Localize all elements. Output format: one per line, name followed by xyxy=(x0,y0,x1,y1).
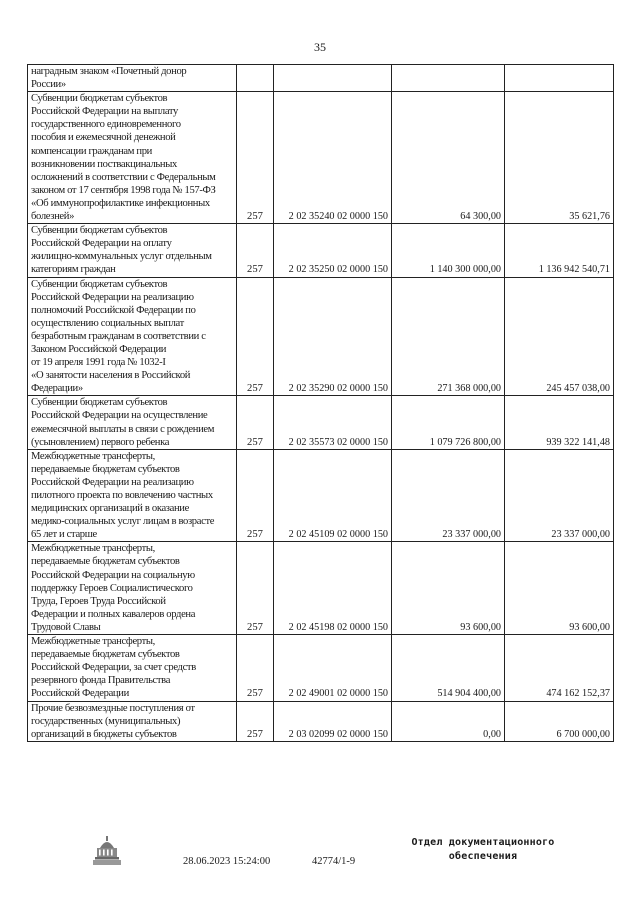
admin-code-cell: 257 xyxy=(237,542,274,635)
budget-table xyxy=(27,64,614,742)
name-line: Субвенции бюджетам субъектов xyxy=(31,397,168,409)
executed-amount-cell: 23 337 000,00 xyxy=(505,449,614,542)
stamp-line: Отдел документационного xyxy=(411,837,555,848)
name-line: Межбюджетные трансферты, xyxy=(31,450,155,462)
name-line: Законом Российской Федерации xyxy=(31,343,167,355)
row-name-cell xyxy=(28,635,237,701)
name-line: Субвенции бюджетам субъектов xyxy=(31,225,168,237)
name-line: «Об иммунопрофилактике инфекционных xyxy=(31,197,210,209)
planned-amount-cell: 0,00 xyxy=(392,701,505,741)
admin-code-cell: 257 xyxy=(237,635,274,701)
executed-amount-cell: 939 322 141,48 xyxy=(505,396,614,449)
name-line: наградным знаком «Почетный донор xyxy=(31,66,187,77)
budget-code-cell: 2 03 02099 02 0000 150 xyxy=(274,701,392,741)
footer-registration-number: 42774/1-9 xyxy=(312,856,356,867)
name-line: государственного единовременного xyxy=(31,119,181,131)
name-line: Российской Федерации на реализацию xyxy=(31,291,194,303)
name-line: государственных (муниципальных) xyxy=(31,715,181,727)
name-line: Прочие безвозмездные поступления от xyxy=(31,702,195,714)
budget-code-cell: 2 02 35240 02 0000 150 xyxy=(274,92,392,224)
name-line: 65 лет и старше xyxy=(31,529,97,541)
executed-amount-cell: 35 621,76 xyxy=(505,92,614,224)
executed-amount-cell: 93 600,00 xyxy=(505,542,614,635)
name-line: организаций в бюджеты субъектов xyxy=(31,728,177,740)
row-name-cell xyxy=(28,701,237,741)
planned-amount-cell: 1 140 300 000,00 xyxy=(392,224,505,277)
name-line: Трудовой Славы xyxy=(31,621,101,633)
name-line: от 19 апреля 1991 года № 1032-I xyxy=(31,357,166,369)
budget-code-cell: 2 02 45109 02 0000 150 xyxy=(274,449,392,542)
admin-code-cell: 257 xyxy=(237,277,274,396)
admin-code-cell xyxy=(237,65,274,92)
name-line: «О занятости населения в Российской xyxy=(31,370,191,382)
row-name-cell xyxy=(28,396,237,449)
name-line: Федерации» xyxy=(31,383,83,395)
table-row xyxy=(28,635,614,701)
name-line: Труда, Героев Труда Российской xyxy=(31,595,166,607)
budget-code-cell: 2 02 49001 02 0000 150 xyxy=(274,635,392,701)
stamp-line: обеспечения xyxy=(448,851,518,862)
planned-amount-cell: 514 904 400,00 xyxy=(392,635,505,701)
admin-code-cell: 257 xyxy=(237,396,274,449)
table-row xyxy=(28,277,614,396)
planned-amount-cell: 23 337 000,00 xyxy=(392,449,505,542)
name-line: передаваемые бюджетам субъектов xyxy=(31,556,180,568)
table-row xyxy=(28,396,614,449)
row-name-cell xyxy=(28,224,237,277)
name-line: Российской Федерации на оплату xyxy=(31,238,172,250)
name-line: Межбюджетные трансферты, xyxy=(31,636,155,648)
executed-amount-cell xyxy=(505,65,614,92)
department-stamp xyxy=(398,836,568,864)
table-row xyxy=(28,542,614,635)
planned-amount-cell: 64 300,00 xyxy=(392,92,505,224)
name-line: медицинских организаций в оказание xyxy=(31,503,189,515)
name-line: Межбюджетные трансферты, xyxy=(31,543,155,555)
name-line: (усыновлением) первого ребенка xyxy=(31,436,170,448)
footer-date-time: 28.06.2023 15:24:00 xyxy=(183,856,271,867)
table-row xyxy=(28,701,614,741)
row-name-cell xyxy=(28,65,237,92)
planned-amount-cell: 271 368 000,00 xyxy=(392,277,505,396)
name-line: Субвенции бюджетам субъектов xyxy=(31,93,168,105)
name-line: компенсации гражданам при xyxy=(31,145,153,157)
planned-amount-cell: 1 079 726 800,00 xyxy=(392,396,505,449)
admin-code-cell: 257 xyxy=(237,92,274,224)
table-body xyxy=(28,65,614,742)
name-line: медико-социальных услуг лицам в возрасте xyxy=(31,516,215,528)
name-line: категориям граждан xyxy=(31,264,116,276)
name-line: жилищно-коммунальных услуг отдельным xyxy=(31,251,212,263)
name-line: Российской Федерации на социальную xyxy=(31,569,195,581)
admin-code-cell: 257 xyxy=(237,701,274,741)
name-line: Российской Федерации, за счет средств xyxy=(31,662,196,674)
name-line: России» xyxy=(31,79,66,91)
row-name-cell xyxy=(28,92,237,224)
row-name-cell xyxy=(28,277,237,396)
name-line: полномочий Российской Федерации по xyxy=(31,304,196,316)
name-line: осуществлению социальных выплат xyxy=(31,317,184,329)
row-name-cell xyxy=(28,542,237,635)
page-number: 35 xyxy=(314,40,326,54)
executed-amount-cell: 245 457 038,00 xyxy=(505,277,614,396)
name-line: пособия и ежемесячной денежной xyxy=(31,132,176,144)
planned-amount-cell xyxy=(392,65,505,92)
name-line: передаваемые бюджетам субъектов xyxy=(31,463,180,475)
row-name-cell xyxy=(28,449,237,542)
table-row xyxy=(28,92,614,224)
name-line: законом от 17 сентября 1998 года № 157-ФЗ xyxy=(31,184,216,196)
name-line: Субвенции бюджетам субъектов xyxy=(31,278,168,290)
executed-amount-cell: 474 162 152,37 xyxy=(505,635,614,701)
table-row xyxy=(28,224,614,277)
budget-code-cell xyxy=(274,65,392,92)
name-line: возникновении поствакцинальных xyxy=(31,158,177,170)
name-line: болезней» xyxy=(31,211,75,223)
admin-code-cell: 257 xyxy=(237,224,274,277)
name-line: ежемесячной выплаты в связи с рождением xyxy=(31,423,215,435)
budget-code-cell: 2 02 35290 02 0000 150 xyxy=(274,277,392,396)
executed-amount-cell: 6 700 000,00 xyxy=(505,701,614,741)
name-line: поддержку Героев Социалистического xyxy=(31,582,193,594)
planned-amount-cell: 93 600,00 xyxy=(392,542,505,635)
budget-code-cell: 2 02 45198 02 0000 150 xyxy=(274,542,392,635)
table-row xyxy=(28,65,614,92)
name-line: Российской Федерации на выплату xyxy=(31,106,178,118)
budget-code-cell: 2 02 35250 02 0000 150 xyxy=(274,224,392,277)
name-line: резервного фонда Правительства xyxy=(31,675,171,687)
name-line: Федерации и полных кавалеров ордена xyxy=(31,608,196,620)
name-line: Российской Федерации xyxy=(31,688,129,700)
name-line: Российской Федерации на реализацию xyxy=(31,476,194,488)
name-line: безработным гражданам в соответствии с xyxy=(31,330,206,342)
name-line: передаваемые бюджетам субъектов xyxy=(31,649,180,661)
table-row xyxy=(28,449,614,542)
name-line: осложнений в соответствии с Федеральным xyxy=(31,171,216,183)
name-line: пилотного проекта по вовлечению частных xyxy=(31,490,213,501)
budget-code-cell: 2 02 35573 02 0000 150 xyxy=(274,396,392,449)
admin-code-cell: 257 xyxy=(237,449,274,542)
executed-amount-cell: 1 136 942 540,71 xyxy=(505,224,614,277)
duma-emblem-icon xyxy=(92,834,122,866)
name-line: Российской Федерации на осуществление xyxy=(31,410,208,422)
